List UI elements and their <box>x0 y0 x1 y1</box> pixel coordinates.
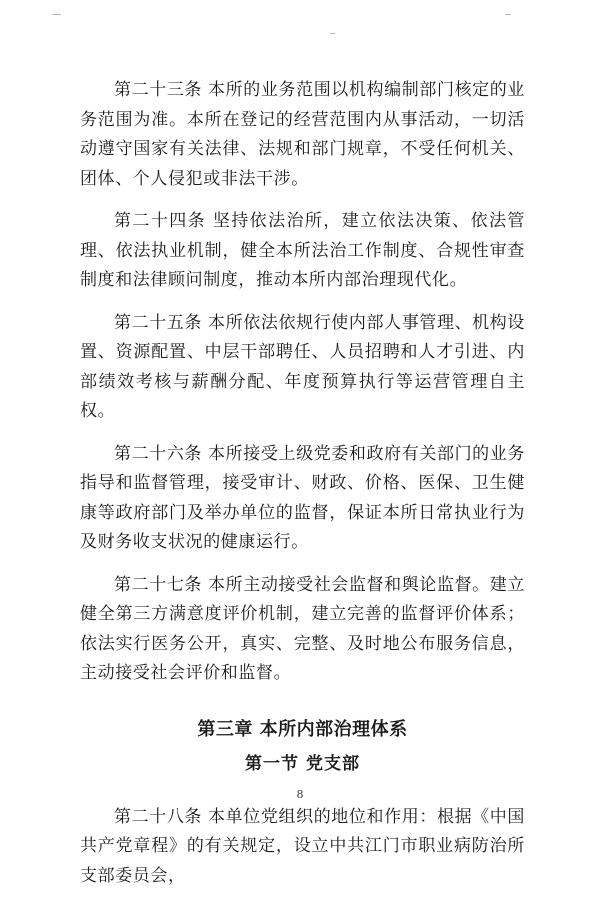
article-24-paragraph: 第二十四条 坚持依法治所，建立依法决策、依法管理、依法执业机制，健全本所法治工作制度、合规性审查制度和法律顾问制度，推动本所内部治理现代化。 <box>80 211 525 290</box>
article-27-paragraph: 第二十七条 本所主动接受社会监督和舆论监督。建立健全第三方满意度评价机制，建立完善的监督评价体系；依法实行医务公开，真实、完整、及时地公布服务信息，主动接受社会评价和监督。 <box>80 574 525 683</box>
article-28-paragraph: 第二十八条 本单位党组织的地位和作用：根据《中国共产党章程》的有关规定，设立中共江门市职业病防治所支部委员会， <box>80 806 525 886</box>
scan-mark-top-center <box>330 33 335 34</box>
article-23-paragraph: 第二十三条 本所的业务范围以机构编制部门核定的业务范围为准。本所在登记的经营范围内从事活动，一切活动遵守国家有关法律、法规和部门规章，不受任何机关、团体、个人侵犯或非法干涉。 <box>80 80 525 189</box>
scan-mark-left <box>52 14 61 15</box>
chapter-title: 第三章 本所内部治理体系 <box>197 718 408 740</box>
section-title: 第一节 党支部 <box>245 753 360 774</box>
scan-mark-right <box>505 14 511 15</box>
document-body <box>80 76 525 904</box>
article-26-paragraph: 第二十六条 本所接受上级党委和政府有关部门的业务指导和监督管理，接受审计、财政、价格、医保、卫生健康等政府部门及举办单位的监督，保证本所日常执业行为及财务收支状况的健康运行。 <box>80 443 525 552</box>
page-number: 8 <box>296 788 304 801</box>
article-25-paragraph: 第二十五条 本所依法依规行使内部人事管理、机构设置、资源配置、中层干部聘任、人员招聘和人才引进、内部绩效考核与薪酬分配、年度预算执行等运营管理自主权。 <box>80 312 525 421</box>
